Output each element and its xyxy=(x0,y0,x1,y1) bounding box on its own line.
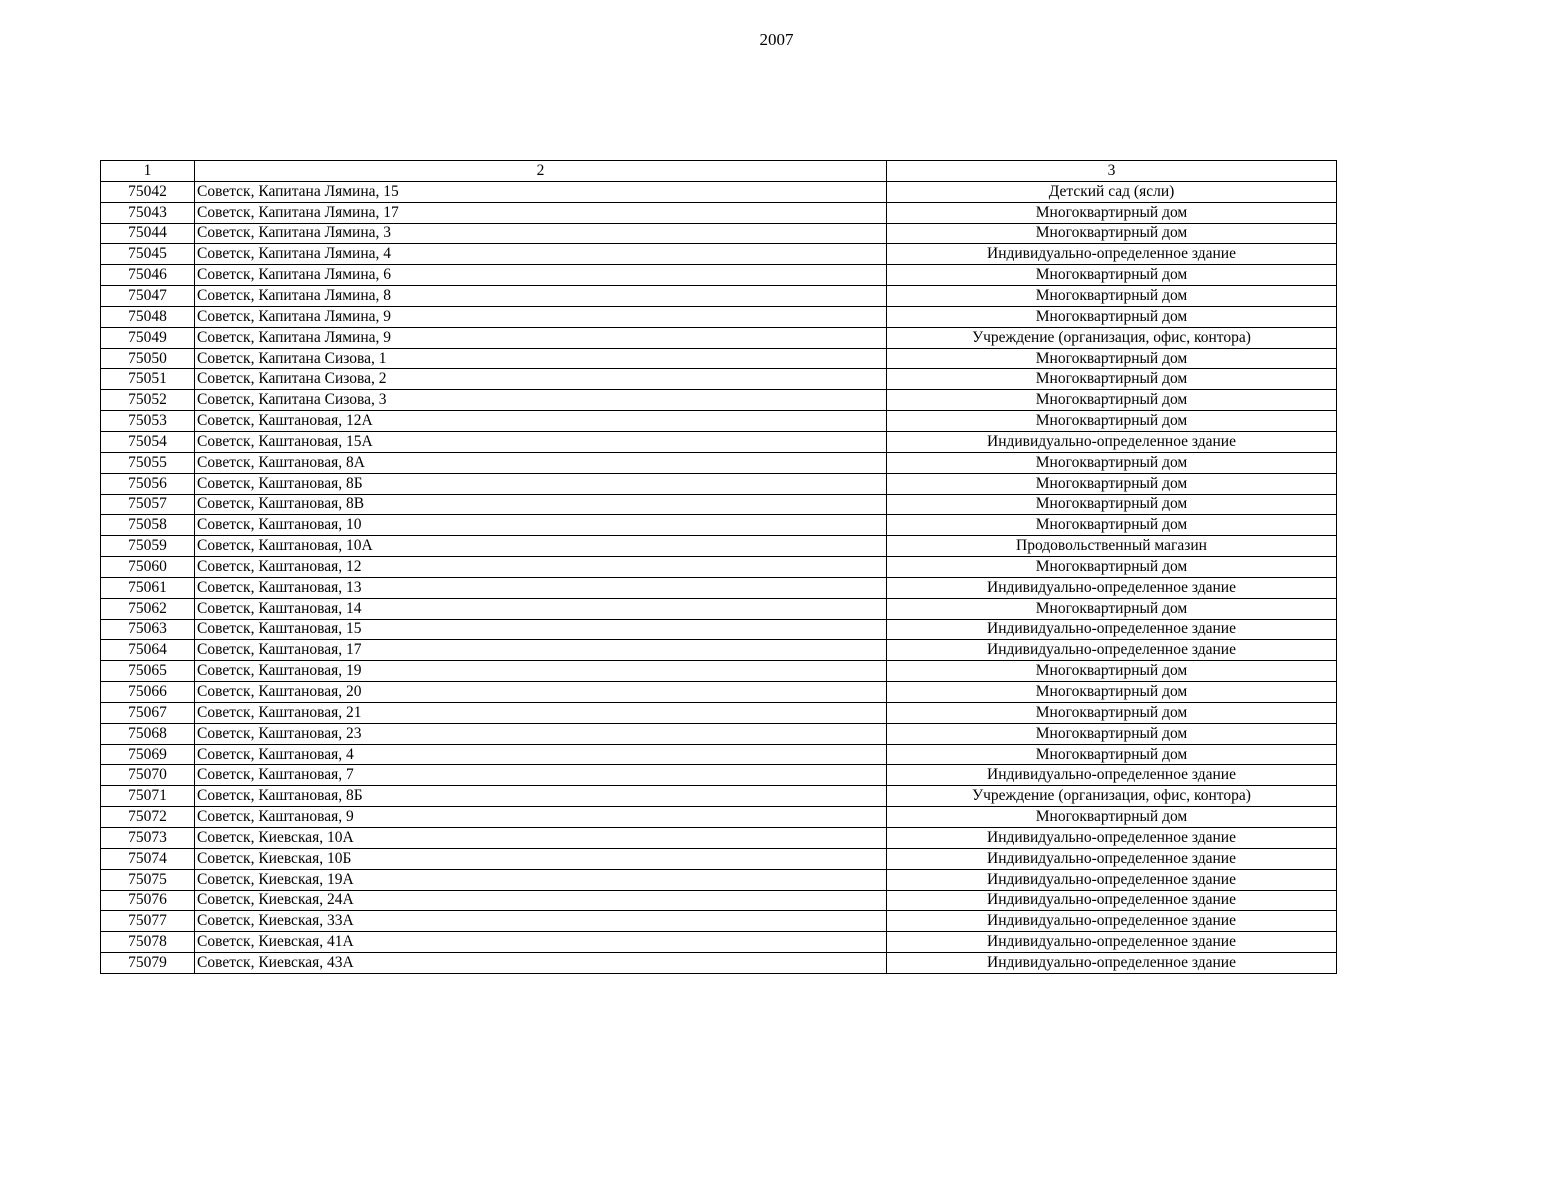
row-address-cell: Советск, Каштановая, 19 xyxy=(195,661,887,682)
row-type-cell: Индивидуально-определенное здание xyxy=(887,577,1337,598)
row-address-cell: Советск, Киевская, 33А xyxy=(195,911,887,932)
table-row xyxy=(101,265,1337,286)
row-address-cell: Советск, Капитана Лямина, 8 xyxy=(195,286,887,307)
row-address-cell: Советск, Каштановая, 23 xyxy=(195,723,887,744)
row-id-cell: 75048 xyxy=(101,306,195,327)
table-row xyxy=(101,223,1337,244)
row-address-cell: Советск, Киевская, 10А xyxy=(195,828,887,849)
table-row xyxy=(101,848,1337,869)
table-row xyxy=(101,431,1337,452)
table-row xyxy=(101,577,1337,598)
row-type-cell: Многоквартирный дом xyxy=(887,202,1337,223)
row-type-cell: Индивидуально-определенное здание xyxy=(887,848,1337,869)
row-type-cell: Многоквартирный дом xyxy=(887,411,1337,432)
table-row xyxy=(101,286,1337,307)
row-type-cell: Многоквартирный дом xyxy=(887,390,1337,411)
table-row xyxy=(101,327,1337,348)
row-address-cell: Советск, Капитана Лямина, 4 xyxy=(195,244,887,265)
row-id-cell: 75047 xyxy=(101,286,195,307)
row-id-cell: 75049 xyxy=(101,327,195,348)
table-row xyxy=(101,702,1337,723)
row-id-cell: 75055 xyxy=(101,452,195,473)
row-id-cell: 75054 xyxy=(101,431,195,452)
table-row xyxy=(101,181,1337,202)
row-address-cell: Советск, Киевская, 43А xyxy=(195,953,887,974)
page-number: 2007 xyxy=(759,30,794,49)
table-row xyxy=(101,557,1337,578)
table-row xyxy=(101,640,1337,661)
row-id-cell: 75063 xyxy=(101,619,195,640)
row-type-cell: Многоквартирный дом xyxy=(887,306,1337,327)
row-address-cell: Советск, Каштановая, 20 xyxy=(195,682,887,703)
row-id-cell: 75074 xyxy=(101,848,195,869)
row-id-cell: 75079 xyxy=(101,953,195,974)
row-type-cell: Индивидуально-определенное здание xyxy=(887,869,1337,890)
row-address-cell: Советск, Каштановая, 8А xyxy=(195,452,887,473)
header-col-1: 1 xyxy=(101,161,195,182)
table-row xyxy=(101,682,1337,703)
row-type-cell: Многоквартирный дом xyxy=(887,598,1337,619)
row-address-cell: Советск, Капитана Сизова, 1 xyxy=(195,348,887,369)
table-row xyxy=(101,869,1337,890)
row-address-cell: Советск, Каштановая, 4 xyxy=(195,744,887,765)
row-address-cell: Советск, Киевская, 19А xyxy=(195,869,887,890)
row-id-cell: 75075 xyxy=(101,869,195,890)
row-type-cell: Учреждение (организация, офис, контора) xyxy=(887,786,1337,807)
table-row xyxy=(101,598,1337,619)
table-row xyxy=(101,411,1337,432)
row-id-cell: 75078 xyxy=(101,932,195,953)
table-row xyxy=(101,536,1337,557)
row-address-cell: Советск, Каштановая, 8Б xyxy=(195,786,887,807)
row-address-cell: Советск, Каштановая, 17 xyxy=(195,640,887,661)
table-row xyxy=(101,911,1337,932)
row-id-cell: 75062 xyxy=(101,598,195,619)
row-id-cell: 75076 xyxy=(101,890,195,911)
table-row xyxy=(101,765,1337,786)
table-row xyxy=(101,807,1337,828)
registry-table xyxy=(100,160,1337,974)
row-id-cell: 75044 xyxy=(101,223,195,244)
row-type-cell: Детский сад (ясли) xyxy=(887,181,1337,202)
row-id-cell: 75045 xyxy=(101,244,195,265)
row-type-cell: Многоквартирный дом xyxy=(887,702,1337,723)
row-id-cell: 75073 xyxy=(101,828,195,849)
table-row xyxy=(101,452,1337,473)
header-col-3: 3 xyxy=(887,161,1337,182)
table-row xyxy=(101,890,1337,911)
table-row xyxy=(101,786,1337,807)
row-type-cell: Многоквартирный дом xyxy=(887,348,1337,369)
row-type-cell: Индивидуально-определенное здание xyxy=(887,640,1337,661)
row-address-cell: Советск, Каштановая, 15 xyxy=(195,619,887,640)
table-row xyxy=(101,244,1337,265)
row-type-cell: Многоквартирный дом xyxy=(887,452,1337,473)
table-row xyxy=(101,390,1337,411)
row-type-cell: Многоквартирный дом xyxy=(887,473,1337,494)
row-id-cell: 75050 xyxy=(101,348,195,369)
table-row xyxy=(101,515,1337,536)
table-row xyxy=(101,661,1337,682)
row-address-cell: Советск, Каштановая, 14 xyxy=(195,598,887,619)
row-type-cell: Индивидуально-определенное здание xyxy=(887,619,1337,640)
row-id-cell: 75046 xyxy=(101,265,195,286)
row-address-cell: Советск, Киевская, 10Б xyxy=(195,848,887,869)
table-row xyxy=(101,348,1337,369)
table-row xyxy=(101,619,1337,640)
row-type-cell: Многоквартирный дом xyxy=(887,369,1337,390)
row-type-cell: Индивидуально-определенное здание xyxy=(887,953,1337,974)
row-type-cell: Индивидуально-определенное здание xyxy=(887,244,1337,265)
row-type-cell: Многоквартирный дом xyxy=(887,265,1337,286)
row-id-cell: 75058 xyxy=(101,515,195,536)
row-id-cell: 75066 xyxy=(101,682,195,703)
row-id-cell: 75059 xyxy=(101,536,195,557)
row-id-cell: 75069 xyxy=(101,744,195,765)
table-row xyxy=(101,202,1337,223)
row-type-cell: Многоквартирный дом xyxy=(887,682,1337,703)
row-address-cell: Советск, Капитана Лямина, 3 xyxy=(195,223,887,244)
row-type-cell: Продовольственный магазин xyxy=(887,536,1337,557)
table-body xyxy=(101,181,1337,973)
row-address-cell: Советск, Капитана Лямина, 15 xyxy=(195,181,887,202)
table-row xyxy=(101,828,1337,849)
row-type-cell: Многоквартирный дом xyxy=(887,494,1337,515)
row-id-cell: 75057 xyxy=(101,494,195,515)
row-address-cell: Советск, Каштановая, 8Б xyxy=(195,473,887,494)
row-id-cell: 75060 xyxy=(101,557,195,578)
row-id-cell: 75061 xyxy=(101,577,195,598)
header-row xyxy=(101,161,1337,182)
table-row xyxy=(101,494,1337,515)
row-id-cell: 75070 xyxy=(101,765,195,786)
row-address-cell: Советск, Каштановая, 13 xyxy=(195,577,887,598)
row-address-cell: Советск, Капитана Лямина, 9 xyxy=(195,327,887,348)
row-address-cell: Советск, Капитана Сизова, 3 xyxy=(195,390,887,411)
row-address-cell: Советск, Каштановая, 8В xyxy=(195,494,887,515)
row-type-cell: Многоквартирный дом xyxy=(887,557,1337,578)
table-row xyxy=(101,473,1337,494)
row-address-cell: Советск, Капитана Лямина, 9 xyxy=(195,306,887,327)
row-id-cell: 75042 xyxy=(101,181,195,202)
row-address-cell: Советск, Каштановая, 21 xyxy=(195,702,887,723)
row-address-cell: Советск, Капитана Лямина, 17 xyxy=(195,202,887,223)
row-address-cell: Советск, Капитана Лямина, 6 xyxy=(195,265,887,286)
table-row xyxy=(101,723,1337,744)
table-header xyxy=(101,161,1337,182)
row-id-cell: 75071 xyxy=(101,786,195,807)
row-type-cell: Индивидуально-определенное здание xyxy=(887,911,1337,932)
row-id-cell: 75072 xyxy=(101,807,195,828)
row-type-cell: Индивидуально-определенное здание xyxy=(887,890,1337,911)
row-address-cell: Советск, Каштановая, 10 xyxy=(195,515,887,536)
table-row xyxy=(101,744,1337,765)
row-address-cell: Советск, Каштановая, 9 xyxy=(195,807,887,828)
row-address-cell: Советск, Каштановая, 7 xyxy=(195,765,887,786)
row-type-cell: Многоквартирный дом xyxy=(887,661,1337,682)
row-id-cell: 75043 xyxy=(101,202,195,223)
row-id-cell: 75077 xyxy=(101,911,195,932)
header-col-2: 2 xyxy=(195,161,887,182)
row-type-cell: Индивидуально-определенное здание xyxy=(887,828,1337,849)
table-row xyxy=(101,953,1337,974)
row-id-cell: 75056 xyxy=(101,473,195,494)
row-type-cell: Многоквартирный дом xyxy=(887,515,1337,536)
row-type-cell: Многоквартирный дом xyxy=(887,744,1337,765)
row-address-cell: Советск, Каштановая, 12А xyxy=(195,411,887,432)
row-type-cell: Индивидуально-определенное здание xyxy=(887,932,1337,953)
table-row xyxy=(101,306,1337,327)
row-address-cell: Советск, Киевская, 24А xyxy=(195,890,887,911)
row-type-cell: Индивидуально-определенное здание xyxy=(887,765,1337,786)
row-type-cell: Индивидуально-определенное здание xyxy=(887,431,1337,452)
row-address-cell: Советск, Каштановая, 12 xyxy=(195,557,887,578)
row-type-cell: Учреждение (организация, офис, контора) xyxy=(887,327,1337,348)
row-address-cell: Советск, Киевская, 41А xyxy=(195,932,887,953)
row-type-cell: Многоквартирный дом xyxy=(887,723,1337,744)
table-row xyxy=(101,932,1337,953)
row-address-cell: Советск, Капитана Сизова, 2 xyxy=(195,369,887,390)
table-row xyxy=(101,369,1337,390)
row-id-cell: 75065 xyxy=(101,661,195,682)
row-type-cell: Многоквартирный дом xyxy=(887,223,1337,244)
row-address-cell: Советск, Каштановая, 10А xyxy=(195,536,887,557)
row-type-cell: Многоквартирный дом xyxy=(887,286,1337,307)
row-id-cell: 75068 xyxy=(101,723,195,744)
row-id-cell: 75052 xyxy=(101,390,195,411)
row-id-cell: 75064 xyxy=(101,640,195,661)
row-id-cell: 75067 xyxy=(101,702,195,723)
row-id-cell: 75051 xyxy=(101,369,195,390)
row-type-cell: Многоквартирный дом xyxy=(887,807,1337,828)
row-id-cell: 75053 xyxy=(101,411,195,432)
row-address-cell: Советск, Каштановая, 15А xyxy=(195,431,887,452)
